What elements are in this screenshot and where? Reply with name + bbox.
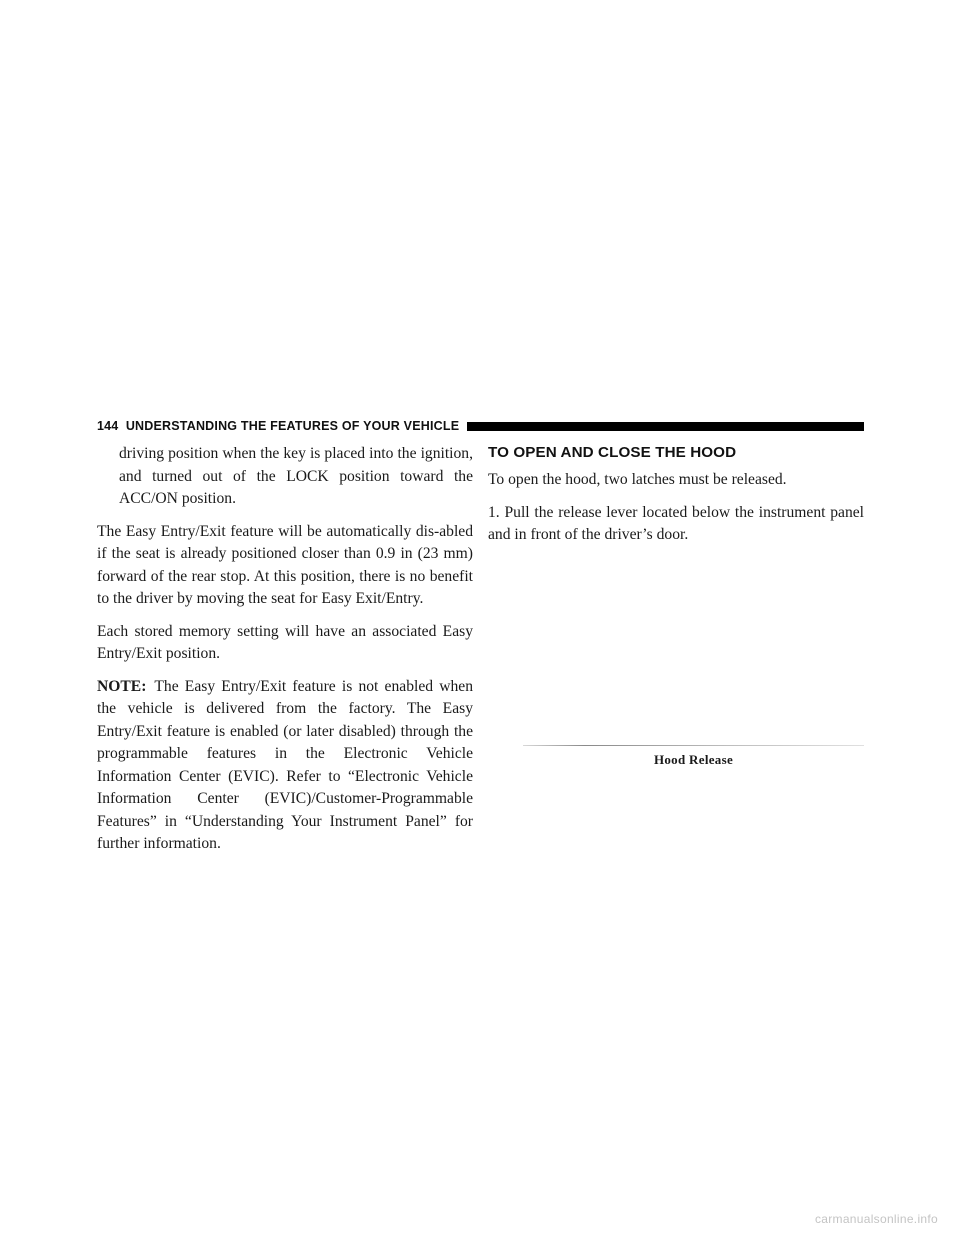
note-text: The Easy Entry/Exit feature is not enabled when the vehicle is delivered from the factory. The Easy Entry/Exit feature is enabled (or later disabled) through the programmable features in the Electronic Vehicle Information Center (EVIC). Refer to “Electronic Vehicle Information Center (EVIC)/Customer-Programmable Features” in “Understanding Your Instrument Panel” for further information. [97,677,473,852]
continued-paragraph: driving position when the key is placed into the ignition, and turned out of the LOCK position toward the ACC/ON position. [119,445,473,507]
note-label: NOTE: [97,677,147,695]
right-column [488,443,864,557]
memory-setting-paragraph: Each stored memory setting will have an associated Easy Entry/Exit position. [97,622,473,662]
page-number: 144 [97,419,119,433]
section-heading: TO OPEN AND CLOSE THE HOOD [488,444,737,461]
header-rule-bar [467,422,864,431]
chapter-title: UNDERSTANDING THE FEATURES OF YOUR VEHICLE [125,419,460,433]
watermark: carmanualsonline.info [814,1212,938,1226]
hood-step-1: 1. Pull the release lever located below the instrument panel and in front of the driver’s door. [488,503,864,543]
note-paragraph [97,676,473,856]
hood-intro-paragraph: To open the hood, two latches must be released. [488,471,787,488]
figure-divider [523,745,864,746]
page-header-text [97,419,459,433]
left-column [97,443,473,866]
easy-entry-disable-paragraph: The Easy Entry/Exit feature will be automatically dis-abled if the seat is already positioned closer than 0.9 in (23 mm) forward of the rear stop. At this position, there is no benefit to the driver by moving the seat for Easy Exit/Entry. [97,522,473,607]
figure-caption: Hood Release [653,752,734,767]
page-header [97,417,864,435]
